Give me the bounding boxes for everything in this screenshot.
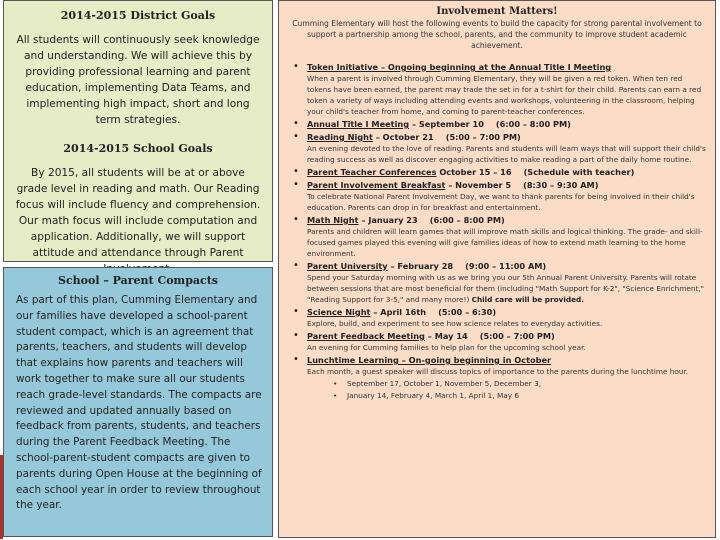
lunchtime-dates-item: • September 17, October 1, November 5, December 3, [333, 378, 707, 390]
event-title: Science Night [307, 307, 371, 317]
event-item [287, 355, 707, 402]
event-item [287, 331, 707, 353]
event-item [287, 119, 707, 130]
lunchtime-dates-list [333, 378, 707, 402]
event-description: To celebrate National Parent Involvement Day, we want to thank parents for being involved in their child's education. Parents can drop in for breakfast and entertainment. [307, 192, 695, 212]
event-title: Math Night [307, 215, 359, 225]
school-goals-text: By 2015, all students will be at or above grade level in reading and math. Our Reading focus will include fluency and comprehension. Our math focus will include computation and application. Additionally, we will support attitude and attendance through Parent [15, 167, 261, 259]
compacts-text: As part of this plan, Cumming Elementary and our families have developed a school-parent student compact, which is an agreement that parents, teachers, and students will develop that explains how parents and teachers will work together to make sure all our students reach grade-level standards. The compacts are reviewed and updated annually based on feedback from parents, students, and teachers during the Parent Feedback Meeting. The school-parent-student compacts are given to parents during Open House at the beginning of each school year in order to review throughout the year. [16, 294, 262, 512]
event-title: Annual Title I Meeting [307, 119, 410, 129]
event-time: (5:00 – 7:00 PM) [479, 331, 555, 341]
event-title: Parent Involvement Breakfast [307, 180, 446, 190]
district-goals-text: All students will continuously seek knowledge and understanding. We will achieve this by providing professional learning and parent education, implementing Data Teams, and implementing high impact, short and long term strategies. [16, 34, 260, 126]
event-item [287, 167, 707, 178]
event-date: – September 10 [409, 119, 484, 129]
event-date: – October 21 [372, 132, 434, 142]
event-description: An evening devoted to the love of reading. Parents and students will learn ways that will support their child's reading success as well as discover engaging activities to make reading a part of the daily home routine. [307, 144, 706, 164]
event-time: (9:00 – 11:00 AM) [465, 261, 547, 271]
event-item [287, 62, 707, 117]
event-date: – January 23 [358, 215, 418, 225]
compacts-panel [3, 267, 273, 537]
event-description-text: Spend your Saturday morning with us as we bring you our 5th Annual Parent University. Parents will rotate between sessions that are most beneficial for them (including "Math Support for K-2", "Science Enrichment," "Reading Support for 3-5," and many more!) [307, 273, 705, 304]
event-time: (8:30 – 9:30 AM) [523, 180, 599, 190]
lunchtime-dates-item: • January 14, February 4, March 1, April 1, May 6 [333, 390, 707, 402]
event-description [307, 272, 707, 305]
event-item [287, 215, 707, 259]
event-description: When a parent is involved through Cumming Elementary, they will be given a red token. When ten red tokens have been earned, the parent may trade the set in for a t-shirt for their child. Parents can earn a red token a variety of ways including attending events and workshops, volunteering in the classroom, helping your child's teacher from home, and coming to parent-teacher conferences. [307, 74, 702, 116]
event-list [287, 62, 707, 402]
involvement-title: Involvement Matters! [436, 6, 558, 17]
child-care-note: Child care will be provided. [471, 295, 585, 304]
event-time: (6:00 – 8:00 PM) [495, 119, 571, 129]
event-description: Parents and children will learn games that will improve math skills and logical thinking. The grade- and skill-focused games played this evening will give families ideas of how to extend math learning to the home environment. [307, 227, 703, 258]
event-date: – April 16th [370, 307, 427, 317]
event-item [287, 261, 707, 305]
event-title: Lunchtime Learning – On-going beginning in October [307, 355, 552, 365]
event-description: Explore, build, and experiment to see how science relates to everyday activities. [307, 319, 603, 328]
event-time: (Schedule with teacher) [523, 167, 635, 177]
event-title: Parent University [307, 261, 388, 271]
compacts-title: School – Parent Compacts [58, 274, 218, 287]
involvement-intro: Cumming Elementary will host the following events to build the capacity for strong parental involvement to support a partnership among the school, parents, and the community to improve student academic achievement. [292, 19, 702, 50]
event-item [287, 307, 707, 329]
district-goals-title: 2014-2015 District Goals [60, 9, 216, 22]
event-item [287, 180, 707, 213]
event-date: – November 5 [445, 180, 512, 190]
event-title: Parent Feedback Meeting [307, 331, 425, 341]
event-date: – May 14 [424, 331, 468, 341]
involvement-panel [278, 0, 716, 538]
event-item [287, 132, 707, 165]
edge-accent-bar [0, 455, 3, 539]
event-time: (6:00 – 8:00 PM) [429, 215, 505, 225]
event-title: Reading Night [307, 132, 373, 142]
event-title: Parent Teacher Conferences [307, 167, 437, 177]
event-title: Token Initiative – Ongoing beginning at the Annual Title I Meeting [307, 62, 612, 72]
event-description: An evening for Cumming families to help plan for the upcoming school year. [307, 343, 586, 352]
event-date: October 15 – 16 [436, 167, 512, 177]
school-goals-title: 2014-2015 School Goals [63, 142, 213, 155]
goals-panel [3, 0, 273, 262]
event-time: (5:00 – 6:30) [438, 307, 497, 317]
event-date: – February 28 [387, 261, 454, 271]
event-description: Each month, a guest speaker will discuss topics of importance to the parents during the lunchtime hour. [307, 367, 689, 376]
event-time: (5:00 – 7:00 PM) [445, 132, 521, 142]
